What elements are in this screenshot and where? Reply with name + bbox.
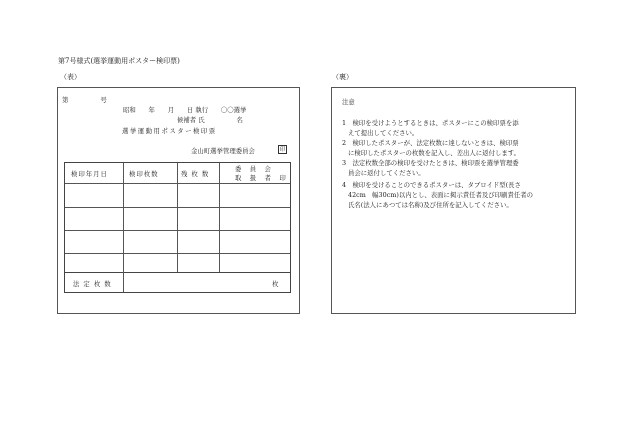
header-handler-seal: 取 扱 者 印 <box>235 174 287 182</box>
table-divider <box>219 163 220 272</box>
note-line: 2 検印したポスターが、法定枚数に達しないときは、検印票 <box>342 139 519 147</box>
note-line: 4 検印を受けることのできるポスターは、タブロイド型(長さ <box>342 181 521 189</box>
table-divider <box>177 163 178 272</box>
header-inspection-date: 検印年月日 <box>71 170 108 178</box>
note-line: に検印したポスターの枚数を記入し、差出人に返付します。 <box>348 149 521 157</box>
table-row-line <box>65 207 290 208</box>
number-label: 第 号 <box>62 96 107 104</box>
date-election-line: 昭和 年 月 日 執行 〇〇選挙 <box>123 106 247 114</box>
note-line: 3 法定枚数全部の検印を受けたときは、検印票を選挙管理委 <box>342 159 519 167</box>
note-line: 1 検印を受けようとするときは、ポスターにこの検印票を添 <box>342 119 519 127</box>
statutory-count-unit: 枚 <box>272 280 279 288</box>
header-remaining-count: 残 枚 数 <box>181 170 210 178</box>
statutory-count-label: 法 定 枚 数 <box>73 280 112 288</box>
table-divider <box>123 163 124 272</box>
candidate-line: 候補者 氏 名 <box>177 116 243 124</box>
header-inspection-count: 検印枚数 <box>129 170 159 178</box>
table-row-line <box>65 183 290 184</box>
note-line: えて提出してください。 <box>348 129 419 137</box>
back-side-label: （裏） <box>332 73 353 81</box>
seal-mark: 印 <box>279 147 286 153</box>
ticket-title: 選挙運動用ポスター検印票 <box>122 127 217 135</box>
notes-heading: 注意 <box>342 98 355 106</box>
header-committee: 委 員 会 <box>235 165 272 173</box>
footer-divider <box>123 272 124 292</box>
note-line: 氏名(法人にあつては名称)及び住所を記入してください。 <box>348 201 513 209</box>
inspection-table <box>64 162 291 273</box>
issuer-name: 金山町選挙管理委員会 <box>191 147 255 155</box>
form-title: 第7号様式(選挙運動用ポスター検印票) <box>58 57 180 65</box>
statutory-count-row <box>64 272 291 293</box>
front-side-label: （表） <box>60 73 81 81</box>
note-line: 員会に返付してください。 <box>348 169 425 177</box>
table-row-line <box>65 230 290 231</box>
table-row-line <box>65 253 290 254</box>
note-line: 42cm 幅30cm)以内とし、表面に掲示責任者及び印刷責任者の <box>348 191 534 199</box>
